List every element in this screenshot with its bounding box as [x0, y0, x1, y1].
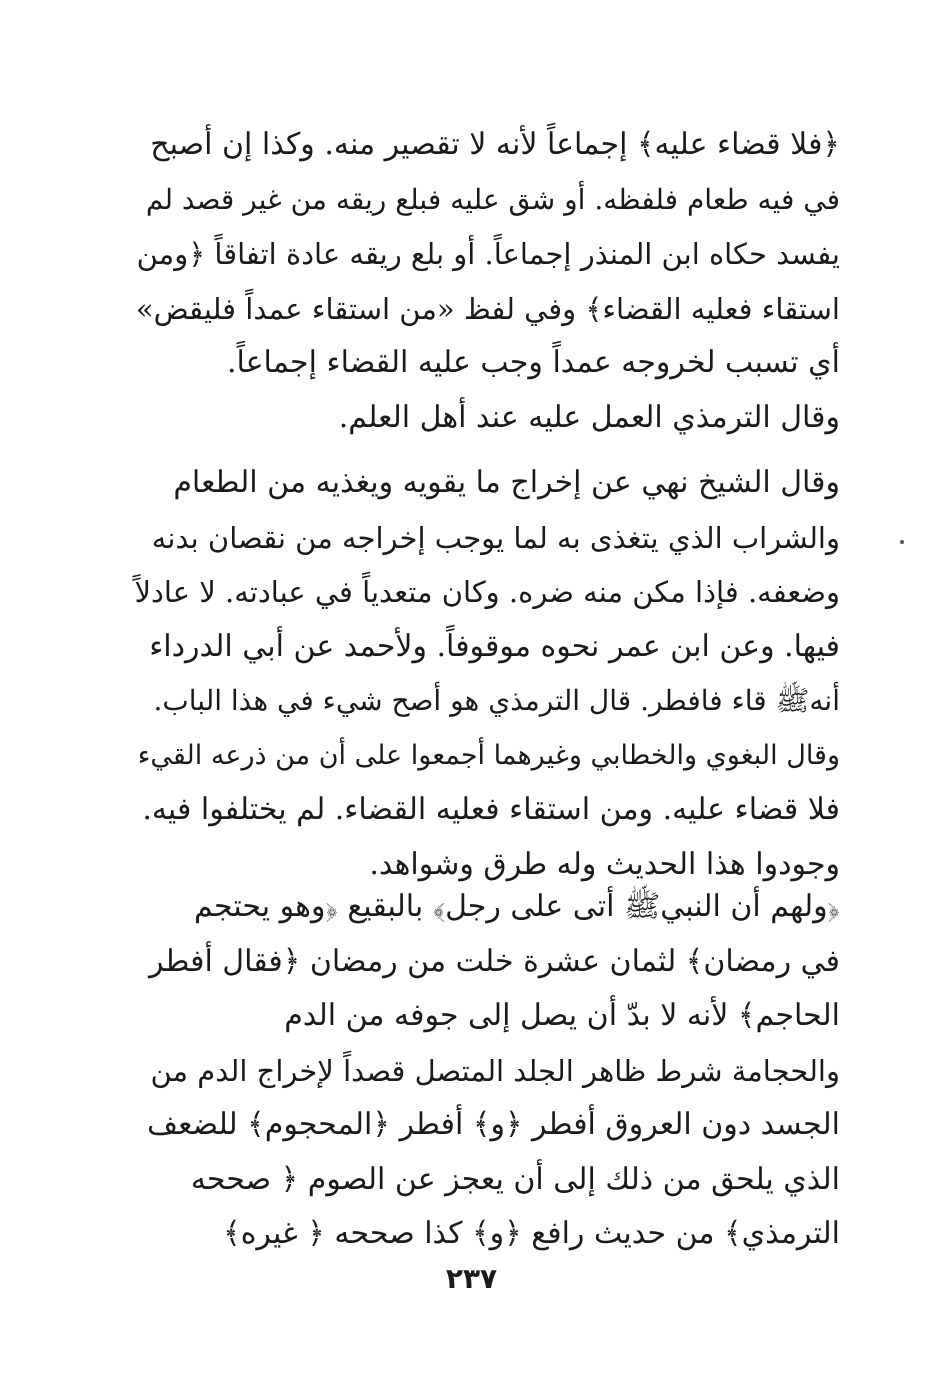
text-line: أي تسبب لخروجه عمداً وجب عليه القضاء إجماعاً. [226, 345, 840, 380]
text-line: وقال الترمذي العمل عليه عند أهل العلم. [338, 399, 840, 435]
text-line: والحجامة شرط ظاهر الجلد المتصل قصداً لإخراج الدم من [150, 1053, 840, 1088]
text-line: يفسد حكاه ابن المنذر إجماعاً. أو بلع ريقه عادة اتفاقاً ﴿ومن [136, 237, 840, 271]
text-line: وقال الشيخ نهي عن إخراج ما يقويه ويغذيه من الطعام [173, 465, 840, 500]
text-line: الذي يلحق من ذلك إلى أن يعجز عن الصوم ﴿ صححه [190, 1161, 840, 1197]
paragraph-1 [132, 118, 840, 445]
text-line: ﴿ولهم أن النبيﷺ أتى على رجل﴾ بالبقيع ﴿وهو يحتجم [194, 889, 840, 924]
text-line: وجودوا هذا الحديث وله طرق وشواهد. [369, 846, 840, 882]
text-line: وقال البغوي والخطابي وغيرهما أجمعوا على أن من ذرعه القيء [137, 739, 840, 771]
text-line: فيها. وعن ابن عمر نحوه موقوفاً. ولأحمد عن أبي الدرداء [149, 628, 840, 664]
text-line: الحاجم﴾ لأنه لا بدّ أن يصل إلى جوفه من الدم [284, 998, 840, 1033]
text-line: فلا قضاء عليه. ومن استقاء فعليه القضاء. لم يختلفوا فيه. [142, 792, 840, 827]
paragraph-2 [132, 456, 840, 892]
text-line: والشراب الذي يتغذى به لما يوجب إخراجه من نقصان بدنه [151, 520, 840, 555]
text-line: ﴿فلا قضاء عليه﴾ إجماعاً لأنه لا تقصير منه. وكذا إن أصبح [150, 127, 840, 162]
text-line: استقاء فعليه القضاء﴾ وفي لفظ «من استقاء عمداً فليقض» [135, 291, 840, 326]
text-line: في رمضان﴾ لثمان عشرة خلت من رمضان ﴿فقال أفطر [148, 943, 840, 979]
page-number: ٢٣٧ [445, 1262, 498, 1295]
margin-dot [900, 540, 904, 544]
text-line: وضعفه. فإذا مكن منه ضره. وكان متعدياً في عبادته. لا عادلاً [134, 575, 840, 609]
text-line: الجسد دون العروق أفطر ﴿و﴾ أفطر ﴿المحجوم﴾ للضعف [147, 1107, 840, 1142]
text-line: أنهﷺ قاء فافطر. قال الترمذي هو أصح شيء في هذا الباب. [153, 684, 840, 717]
text-line: في فيه طعام فلفظه. أو شق عليه فبلع ريقه من غير قصد لم [145, 182, 840, 216]
paragraph-3 [132, 880, 840, 1262]
text-line: الترمذي﴾ من حديث رافع ﴿و﴾ كذا صححه ﴿ غيره﴾ [223, 1216, 840, 1251]
